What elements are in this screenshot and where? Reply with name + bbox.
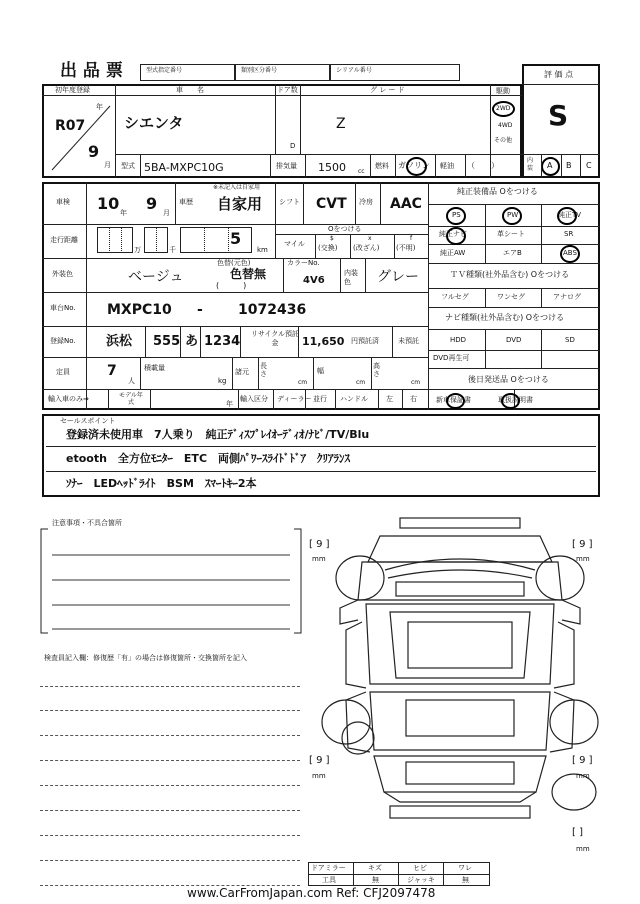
chassis-prefix: MXPC10 bbox=[107, 302, 172, 318]
sales-line-1: 登録済未使用車 7人乗り 純正ﾃﾞｨｽﾌﾟﾚｲｵｰﾃﾞｨｵ/ﾅﾋﾞ/TV/Blu bbox=[66, 428, 370, 441]
dims-height-cm: cm bbox=[411, 379, 421, 386]
inspection-year-unit: 年 bbox=[120, 209, 127, 217]
first-reg-year: R07 bbox=[55, 118, 86, 134]
import-parallel: 並行 bbox=[313, 395, 327, 403]
capacity-value: 7 bbox=[107, 363, 117, 379]
doors-label: ドア数 bbox=[277, 86, 298, 94]
model-cert-label: 型式指定番号 bbox=[146, 67, 183, 74]
import-year-unit: 年 bbox=[226, 400, 233, 408]
legend-tools: 工具 bbox=[322, 876, 336, 884]
plate-region: 浜松 bbox=[106, 334, 133, 349]
sales-points-label: セールスポイント bbox=[60, 417, 116, 425]
navi-title: ナビ種類(社外品含む) Oをつける bbox=[445, 313, 565, 322]
history-note: ※未記入は自家用 bbox=[213, 184, 261, 191]
caution-label: 注意事項・不具合箇所 bbox=[52, 519, 122, 527]
serial-label: シリアル番号 bbox=[336, 67, 372, 74]
sales-line-2: etooth 全方位ﾓﾆﾀｰ ETC 両側ﾊﾟﾜｰｽﾗｲﾄﾞﾄﾞｱ ｸﾘｱﾗﾝｽ bbox=[66, 452, 351, 465]
mileage-circle-note: Oをつける bbox=[328, 225, 362, 233]
dims-width: 幅 bbox=[317, 367, 324, 375]
repaint-original: ( ) bbox=[216, 281, 247, 290]
mileage-unit-mile: マイル bbox=[284, 240, 305, 248]
interior-grade-circle bbox=[541, 157, 560, 176]
equip-navi-circle bbox=[446, 227, 466, 245]
equipment-title: 純正装備品 Oをつける bbox=[457, 187, 538, 196]
history-value: 自家用 bbox=[217, 195, 263, 213]
first-reg-label: 初年度登録 bbox=[55, 86, 90, 94]
equip-pw: PW bbox=[507, 211, 519, 219]
dims-length: 長さ bbox=[260, 362, 267, 378]
navi-hdd: HDD bbox=[450, 336, 467, 344]
equip-pw-circle bbox=[502, 207, 522, 225]
month-kanji: 月 bbox=[104, 161, 111, 169]
fuel-circle bbox=[406, 157, 427, 176]
tire-front-left-unit: mm bbox=[312, 555, 326, 563]
repaint-label: 色替(元色) bbox=[217, 259, 251, 267]
year-kanji: 年 bbox=[96, 103, 103, 111]
fuel-gasoline: ガソリン bbox=[398, 161, 430, 170]
import-dealer: ディーラー bbox=[277, 395, 312, 403]
interior-grade-b: B bbox=[566, 161, 572, 170]
legend-break: ワレ bbox=[458, 864, 472, 872]
drive-circle bbox=[492, 101, 515, 117]
mileage-digits-1 bbox=[97, 227, 133, 253]
inspection-year: 10 bbox=[97, 194, 120, 213]
mileage-unknown-sym: f bbox=[410, 235, 413, 242]
car-name: シエンタ bbox=[124, 114, 184, 132]
model-type: 5BA-MXPC10G bbox=[144, 161, 224, 174]
first-reg-divider bbox=[48, 100, 114, 174]
mileage-tamper: (改ざん) bbox=[353, 244, 380, 252]
repaint-value: 色替無 bbox=[230, 267, 267, 281]
handle-right: 右 bbox=[410, 395, 417, 403]
handle-left: 左 bbox=[386, 395, 393, 403]
car-body-diagram bbox=[310, 512, 610, 862]
later-title: 後日発送品 Oをつける bbox=[468, 375, 549, 384]
tv-fullseg: フルセグ bbox=[441, 293, 469, 301]
plate-number: 1234 bbox=[204, 334, 241, 349]
tv-title: ＴＶ種類(社外品含む) Oをつける bbox=[450, 270, 570, 279]
tire-rear-left-unit: mm bbox=[312, 772, 326, 780]
tire-rear-left: [ 9 ] bbox=[309, 755, 330, 766]
dims-width-cm: cm bbox=[356, 379, 366, 386]
plate-class: 555 bbox=[153, 334, 181, 349]
grade: Z bbox=[336, 116, 346, 132]
mileage-unknown: (不明) bbox=[396, 244, 416, 252]
displacement-unit: cc bbox=[358, 168, 365, 175]
legend-scratch: キズ bbox=[368, 864, 382, 872]
chassis-label: 車台No. bbox=[50, 304, 76, 312]
dims-height: 高さ bbox=[373, 362, 380, 378]
first-reg-month: 9 bbox=[88, 142, 100, 161]
chassis-number: 1072436 bbox=[238, 302, 307, 318]
drive-label: 駆動 bbox=[496, 87, 510, 95]
equip-aw: 純正AW bbox=[440, 249, 466, 257]
equip-abs: ABS bbox=[563, 249, 577, 257]
interior-grade-a: A bbox=[547, 161, 553, 170]
exterior-color: ベージュ bbox=[128, 269, 184, 285]
ac-value: AAC bbox=[390, 196, 422, 212]
tire-front-left: [ 9 ] bbox=[309, 539, 330, 550]
legend-tools-value: 無 bbox=[372, 876, 379, 884]
car-name-label: 車 名 bbox=[176, 86, 204, 94]
drive-other: その他 bbox=[494, 137, 513, 144]
mileage-digits-3 bbox=[180, 227, 252, 253]
sheet-title: 出 品 票 bbox=[60, 61, 123, 81]
plate-label: 登録No. bbox=[50, 337, 76, 345]
capacity-label: 定員 bbox=[56, 368, 70, 376]
legend-jack-value: 無 bbox=[462, 876, 469, 884]
handle-label: ハンドル bbox=[340, 395, 368, 403]
model-type-label: 型式 bbox=[121, 162, 135, 170]
exterior-color-label: 外装色 bbox=[52, 270, 73, 278]
color-no: 4V6 bbox=[303, 275, 325, 286]
shift-value: CVT bbox=[316, 196, 347, 212]
inspection-label: 車検 bbox=[56, 198, 70, 206]
mileage-man: 万 bbox=[134, 246, 141, 254]
legend-jack: ジャッキ bbox=[407, 876, 435, 884]
tire-spare: [ ] bbox=[572, 827, 583, 838]
legend-door-mirror: ドアミラー bbox=[311, 864, 346, 872]
grade-label: グ レ ー ド bbox=[370, 86, 405, 94]
shift-label: シフト bbox=[279, 198, 300, 206]
doors-unit: D bbox=[290, 142, 296, 150]
caution-frame bbox=[38, 525, 308, 637]
fuel-other: （ ） bbox=[467, 161, 499, 170]
tire-front-right-unit: mm bbox=[576, 555, 590, 563]
import-category-label: 輸入区分 bbox=[240, 395, 268, 403]
tire-spare-unit: mm bbox=[576, 845, 590, 853]
later-manual: 取扱説明書 bbox=[498, 396, 533, 404]
mileage-value: 5 bbox=[230, 229, 242, 248]
interior-grade-c: C bbox=[586, 161, 592, 170]
navi-dvd: DVD bbox=[506, 336, 522, 344]
tire-front-right: [ 9 ] bbox=[572, 539, 593, 550]
inspection-month: 9 bbox=[146, 194, 158, 213]
chassis-dash: - bbox=[197, 302, 203, 318]
equip-tv: 純正TV bbox=[558, 211, 582, 219]
equip-abs-circle bbox=[560, 245, 580, 263]
mileage-exchange: (交換) bbox=[318, 244, 338, 252]
load-kg: kg bbox=[218, 377, 227, 385]
history-label: 車歴 bbox=[179, 198, 193, 206]
tire-rear-right: [ 9 ] bbox=[572, 755, 593, 766]
later-manual-circle bbox=[501, 393, 520, 409]
category-label: 類別区分番号 bbox=[241, 67, 278, 74]
mileage-exchange-sym: $ bbox=[330, 235, 334, 242]
equip-leather: 革シート bbox=[497, 230, 525, 238]
inspector-label: 検査員記入欄：修復歴「有」の場合は修復箇所・交換箇所を記入 bbox=[44, 654, 247, 662]
fuel-light-oil: 軽油 bbox=[440, 162, 454, 170]
import-label: 輸入車のみ⇒ bbox=[48, 395, 89, 403]
ac-label: 冷房 bbox=[359, 198, 373, 206]
interior-color: グレー bbox=[377, 269, 419, 285]
dims-label: 諸元 bbox=[235, 368, 249, 376]
displacement: 1500 bbox=[318, 161, 346, 174]
tire-rear-right-unit: mm bbox=[576, 772, 590, 780]
mileage-km: km bbox=[257, 246, 268, 254]
equip-tv-circle bbox=[557, 207, 577, 225]
fuel-label: 燃料 bbox=[375, 162, 389, 170]
footer-watermark: www.CarFromJapan.com Ref: CFJ2097478 bbox=[187, 886, 436, 900]
later-warranty-circle bbox=[446, 393, 465, 409]
score-label: 評 価 点 bbox=[544, 70, 574, 79]
mileage-sen: 千 bbox=[169, 246, 176, 254]
drive-2wd: 2WD bbox=[496, 105, 511, 112]
legend-crack: ヒビ bbox=[413, 864, 427, 872]
sales-line-3: ｿﾅｰ LEDﾍｯﾄﾞﾗｲﾄ BSM ｽﾏｰﾄｷｰ2本 bbox=[66, 477, 257, 490]
plate-kana: あ bbox=[185, 334, 199, 349]
recycle-not-deposited: 未預託 bbox=[398, 337, 419, 345]
capacity-unit: 人 bbox=[128, 377, 135, 385]
recycle-deposited: 円預託済 bbox=[351, 337, 379, 345]
navi-sd: SD bbox=[565, 336, 575, 344]
equip-sr: SR bbox=[564, 230, 574, 238]
equip-navi: 純正ナビ bbox=[439, 230, 467, 238]
mileage-tamper-sym: x bbox=[368, 235, 372, 242]
displacement-label: 排気量 bbox=[276, 162, 297, 170]
tv-oneseg: ワンセグ bbox=[497, 293, 525, 301]
score-value: S bbox=[548, 99, 569, 132]
tv-analog: アナログ bbox=[553, 293, 581, 301]
recycle-label: リサイクル預託金 bbox=[250, 330, 300, 347]
mileage-label: 走行距離 bbox=[50, 236, 78, 244]
import-model-year: モデル年式 bbox=[119, 392, 143, 406]
equip-ps: PS bbox=[452, 211, 461, 219]
dims-length-cm: cm bbox=[298, 379, 308, 386]
interior-color-label: 内装色 bbox=[344, 269, 358, 286]
recycle-amount: 11,650 bbox=[302, 335, 345, 348]
dvd-playback: DVD再生可 bbox=[433, 354, 470, 362]
inspection-month-unit: 月 bbox=[163, 209, 170, 217]
load-label: 積載量 bbox=[144, 364, 165, 372]
drive-4wd: 4WD bbox=[498, 122, 513, 129]
color-no-label: カラーNo. bbox=[287, 259, 320, 267]
equip-airbag: エアB bbox=[503, 249, 522, 257]
equip-ps-circle bbox=[446, 207, 466, 225]
later-warranty: 新車保証書 bbox=[436, 396, 471, 404]
interior-grade-label: 内装 bbox=[527, 157, 534, 172]
